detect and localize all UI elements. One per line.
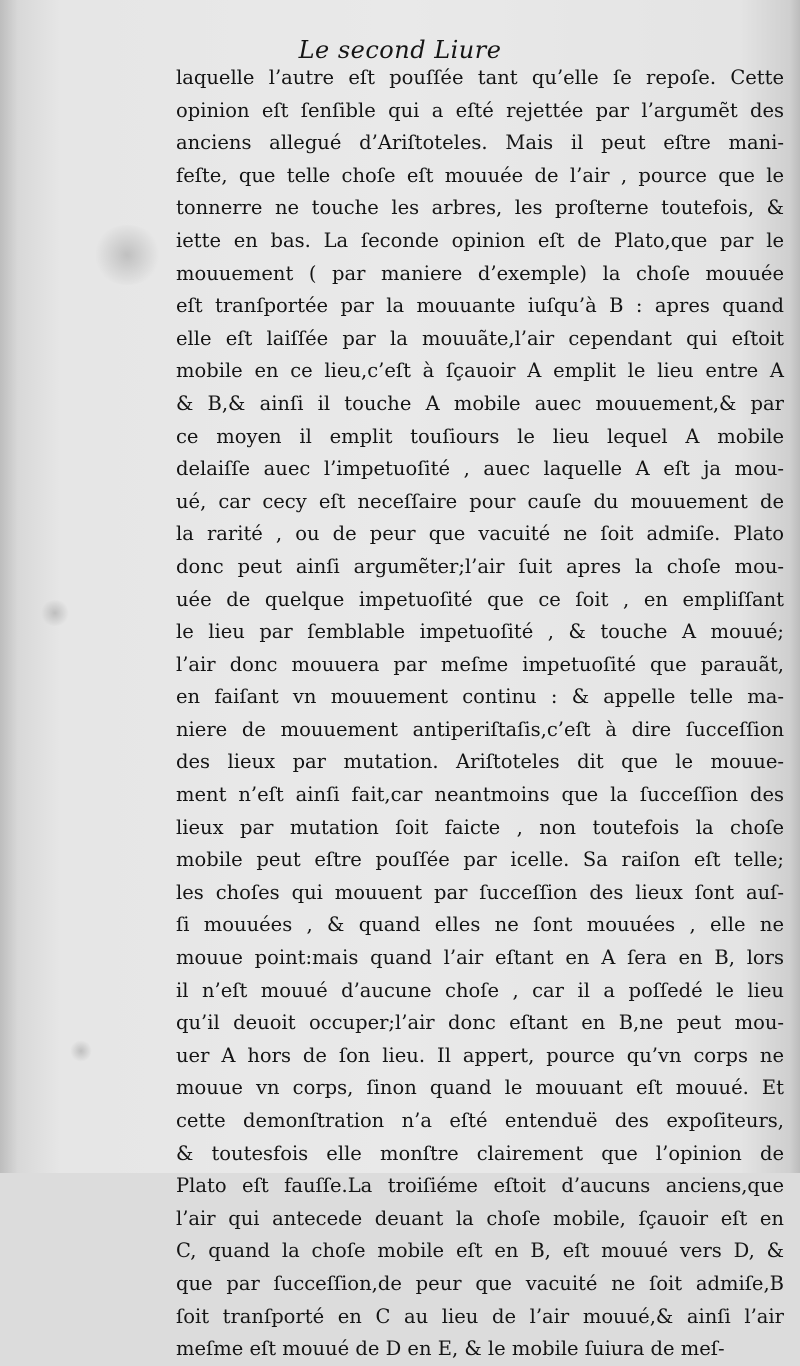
text-line: cette demonſtration n’a eſté entenduë des expoſiteurs,	[176, 1109, 784, 1132]
text-line: eſt tranſportée par la mouuante iuſqu’à B : apres quand	[176, 294, 784, 318]
text-line: anciens allegué d’Ariſtoteles. Mais il peut eſtre mani-	[176, 131, 784, 155]
text-line: l’air qui antecede deuant la choſe mobile, ſçauoir eſt en	[176, 1206, 784, 1230]
text-line: & B,& ainſi il touche A mobile auec mouuement,& par	[176, 391, 784, 415]
text-line: uer A hors de ſon lieu. Il appert, pource qu’vn corps ne	[176, 1043, 784, 1067]
foxing-stain	[70, 1040, 92, 1062]
text-line: le lieu par ſemblable impetuoſité , & touche A mouué;	[176, 620, 784, 644]
text-line: meſme eſt mouué de D en E, & le mobile ſuiura de meſ-	[176, 1337, 725, 1361]
text-line: ce moyen il emplit touſiours le lieu lequel A mobile	[176, 424, 784, 448]
text-line: ué, car cecy eſt neceſſaire pour cauſe du mouuement de	[176, 489, 784, 513]
text-line: il n’eſt mouué d’aucune choſe , car il a poſſedé le lieu	[176, 978, 784, 1002]
text-line: qu’il deuoit occuper;l’air donc eſtant en B,ne peut mou-	[176, 1011, 784, 1035]
text-line: les choſes qui mouuent par ſucceſſion des lieux ſont auſ-	[176, 880, 784, 904]
text-line: feſte, que telle choſe eſt mouuée de l’air , pource que le	[176, 163, 784, 187]
text-line: lieux par mutation ſoit faicte , non toutefois la choſe	[176, 815, 784, 839]
foxing-stain	[40, 600, 70, 626]
text-line: l’air donc mouuera par meſme impetuoſité que parauãt,	[176, 652, 784, 676]
text-line: & toutesfois elle monſtre clairement que l’opinion de	[176, 1141, 784, 1165]
text-line: iette en bas. La ſeconde opinion eſt de Plato,que par le	[176, 228, 784, 252]
text-line: ſoit tranſporté en C au lieu de l’air mouué,& ainſi l’air	[176, 1304, 784, 1328]
text-line: ment n’eſt ainſi fait,car neantmoins que la ſucceſſion des	[176, 783, 784, 807]
text-line: elle eſt laiſſée par la mouuãte,l’air cependant qui eſtoit	[176, 326, 784, 350]
foxing-stain	[92, 225, 162, 285]
text-line: en faiſant vn mouuement continu : & appelle telle ma-	[176, 685, 784, 709]
text-line: delaiſſe auec l’impetuoſité , auec laquelle A eſt ja mou-	[176, 457, 784, 481]
running-title: Le second Liure	[298, 36, 502, 64]
text-line: la rarité , ou de peur que vacuité ne ſoit admiſe. Plato	[176, 522, 784, 546]
text-line: C, quand la choſe mobile eſt en B, eſt mouué vers D, &	[176, 1239, 784, 1263]
text-line: niere de mouuement antiperiſtaſis,c’eſt à dire ſucceſſion	[176, 717, 784, 741]
text-line: que par ſucceſſion,de peur que vacuité ne ſoit admiſe,B	[176, 1271, 784, 1295]
text-line: mobile en ce lieu,c’eſt à ſçauoir A emplit le lieu entre A	[176, 359, 784, 383]
text-line: ſi mouuées , & quand elles ne ſont mouuées , elle ne	[176, 913, 784, 937]
text-line: laquelle l’autre eſt pouſſée tant qu’elle ſe repoſe. Cette	[176, 66, 784, 89]
text-line: donc peut ainſi argumẽter;l’air ſuit apres la choſe mou-	[176, 554, 784, 578]
text-line: mouue point:mais quand l’air eſtant en A ſera en B, lors	[176, 946, 784, 970]
text-line: uée de quelque impetuoſité que ce ſoit , en empliſſant	[176, 587, 784, 611]
text-line: mouue vn corps, ſinon quand le mouuant eſt mouué. Et	[176, 1076, 784, 1100]
text-line: Plato eſt fauſſe.La troiſiéme eſtoit d’aucuns anciens,que	[176, 1174, 784, 1198]
text-line: mouuement ( par maniere d’exemple) la choſe mouuée	[176, 261, 784, 285]
text-line: des lieux par mutation. Ariſtoteles dit que le mouue-	[176, 750, 784, 774]
text-line: tonnerre ne touche les arbres, les proſterne toutefois, &	[176, 196, 784, 220]
text-line: opinion eſt ſenſible qui a eſté rejettée par l’argumẽt des	[176, 98, 784, 122]
text-line: mobile peut eſtre pouſſée par icelle. Sa raiſon eſt telle;	[176, 848, 784, 872]
body-text	[176, 62, 784, 1366]
